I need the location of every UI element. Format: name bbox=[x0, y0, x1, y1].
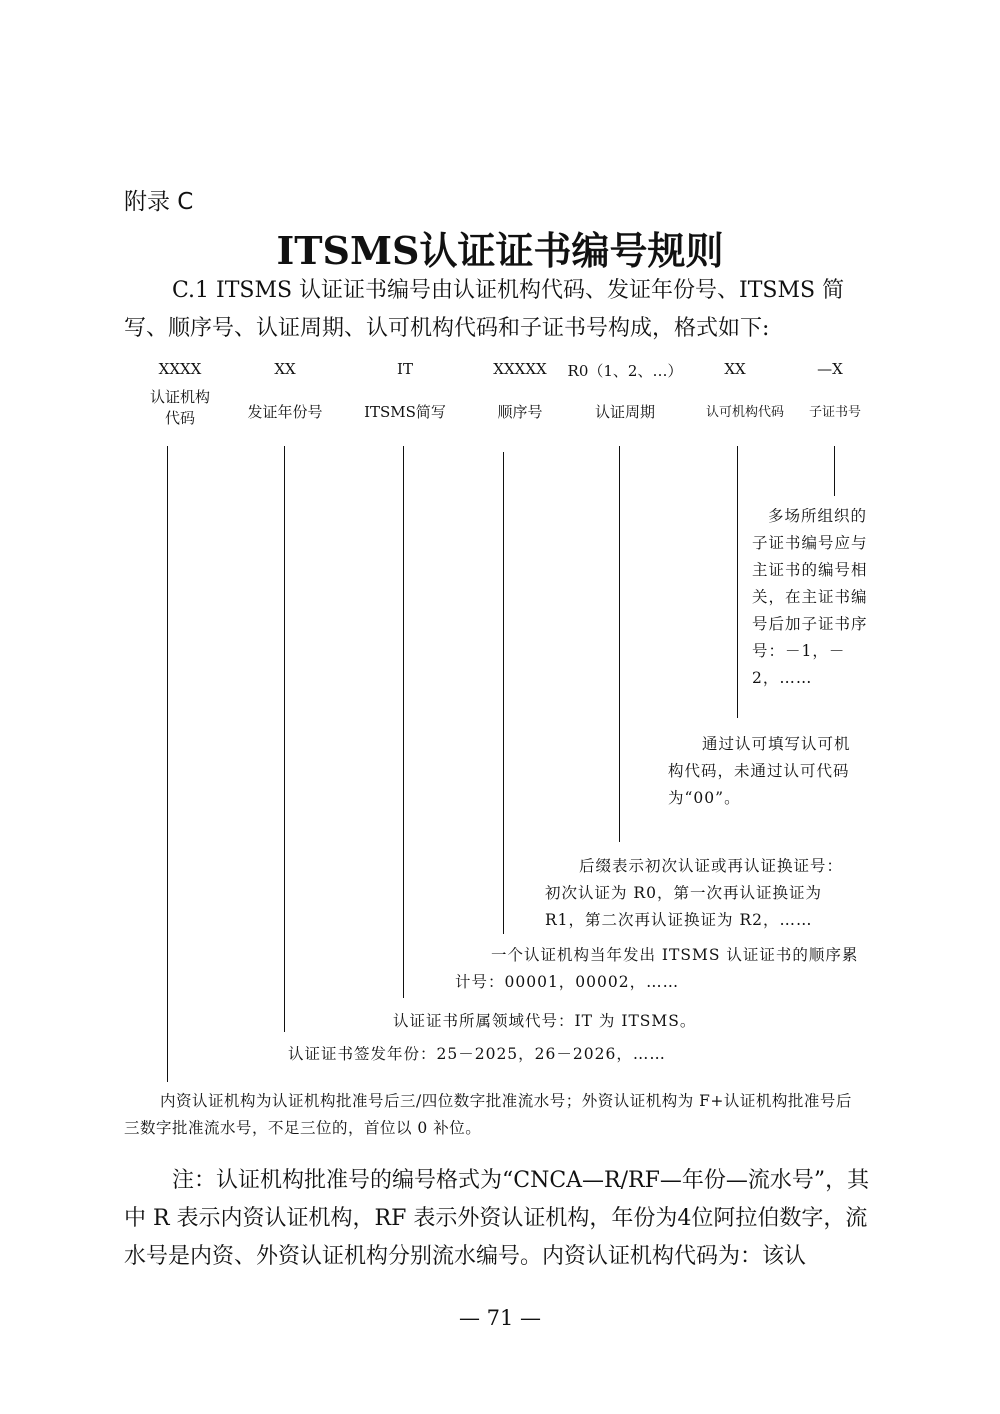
field-label-year: 发证年份号 bbox=[247, 403, 323, 421]
desc-cycle: 后缀表示初次认证或再认证换证号：初次认证为 R0，第一次再认证换证为 R1，第二次再认证换证为 R2，…… bbox=[545, 857, 844, 929]
field-label-sequence: 顺序号 bbox=[497, 403, 543, 421]
page-number: — 71 — bbox=[458, 1306, 542, 1330]
field-label-itsms: ITSMS简写 bbox=[364, 403, 446, 421]
connector-line-itsms bbox=[403, 446, 404, 998]
desc-domain: 认证证书所属领域代号：IT 为 ITSMS。 bbox=[393, 1012, 697, 1030]
desc-year: 认证证书签发年份：25－2025，26－2026，…… bbox=[288, 1045, 666, 1063]
connector-line-org bbox=[167, 446, 168, 1082]
field-code-subcert: —X bbox=[817, 360, 843, 378]
field-code-cycle: R0（1、2、…） bbox=[567, 362, 683, 380]
field-code-org: XXXX bbox=[158, 360, 202, 378]
connector-line-accreditation bbox=[737, 446, 738, 718]
appendix-label: 附录 C bbox=[124, 189, 194, 215]
connector-line-year bbox=[284, 446, 285, 1032]
field-code-sequence: XXXXX bbox=[493, 360, 547, 378]
page-title: ITSMS认证证书编号规则 bbox=[276, 228, 724, 273]
desc-sequence: 一个认证机构当年发出 ITSMS 认证证书的顺序累计号：00001，00002，…… bbox=[455, 946, 859, 991]
field-label-cycle: 认证周期 bbox=[594, 403, 655, 421]
field-label-subcert: 子证书号 bbox=[808, 405, 861, 420]
desc-accreditation: 通过认可填写认可机构代码，未通过认可代码为“00”。 bbox=[668, 735, 851, 807]
connector-line-subcert bbox=[834, 446, 835, 496]
field-label-accreditation: 认可机构代码 bbox=[705, 405, 784, 420]
field-code-year: XX bbox=[274, 360, 296, 378]
intro-paragraph: C.1 ITSMS 认证证书编号由认证机构代码、发证年份号、ITSMS 简写、顺序号、认证周期、认可机构代码和子证书号构成，格式如下: bbox=[124, 278, 845, 341]
desc-org: 内资认证机构为认证机构批准号后三/四位数字批准流水号；外资认证机构为 F+认证机构批准号后三数字批准流水号，不足三位的，首位以 0 补位。 bbox=[124, 1092, 852, 1137]
desc-subcert: 多场所组织的子证书编号应与主证书的编号相关，在主证书编号后加子证书序号：－1，－2，…… bbox=[752, 507, 868, 687]
field-code-accreditation: XX bbox=[724, 360, 746, 378]
note-paragraph: 注：认证机构批准号的编号格式为“CNCA—R/RF—年份—流水号”，其中 R 表示内资认证机构，RF 表示外资认证机构，年份为4位阿拉伯数字，流水号是内资、外资认证机构分别流水编号。内资认证机构代码为：该认 bbox=[124, 1168, 870, 1269]
connector-line-cycle bbox=[619, 446, 620, 842]
field-code-itsms: IT bbox=[397, 360, 413, 378]
field-label-org: 认证机构 代码 bbox=[149, 388, 210, 427]
connector-line-sequence bbox=[503, 452, 504, 934]
